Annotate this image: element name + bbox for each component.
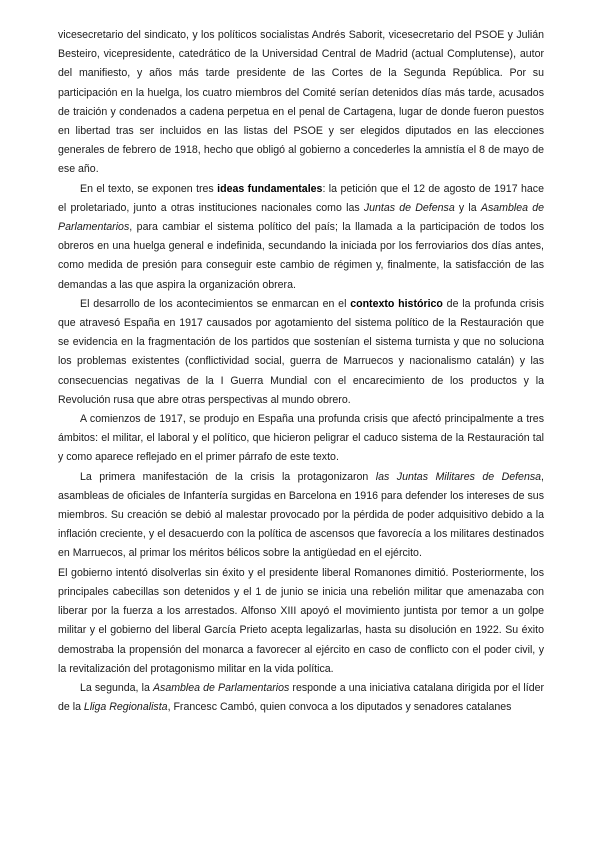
paragraph <box>58 26 544 180</box>
paragraph <box>58 468 544 564</box>
text-run: La primera manifestación de la crisis la protagonizaron <box>80 470 376 483</box>
italic-term: Asamblea de Parlamentarios <box>58 201 545 234</box>
text-run: A comienzos de 1917, se produjo en España una profunda crisis que afectó principalmente a tres ámbitos: el militar, el laboral y el político, que hicieron peligrar el caduco sistema de la Restauración tal y como aparece reflejado en el primer párrafo de este texto. <box>58 413 544 464</box>
document-page <box>58 26 544 717</box>
paragraph <box>58 295 544 410</box>
text-run: , Francesc Cambó, quien convoca a los diputados y senadores catalanes <box>167 701 512 714</box>
paragraph <box>58 180 544 295</box>
text-run: y la <box>454 201 481 214</box>
text-run: En el texto, se exponen tres <box>80 182 218 195</box>
text-run: vicesecretario del sindicato, y los políticos socialistas Andrés Saborit, vicesecretario del PSOE y Julián Besteiro, vicepresidente, catedrático de la Universidad Central de Madrid (actual Complutense), autor del manifiesto, y años más tarde presidente de las Cortes de la Segunda República. Por su participación en la huelga, los cuatro miembros del Comité serían detenidos días más tarde, acusados de traición y condenados a cadena perpetua en el penal de Cartagena, lugar de donde fueron puestos en libertad tras ser incluidos en las listas del PSOE y ser elegidos diputados en las elecciones generales de febrero de 1918, hecho que obligó al gobierno a concederles la amnistía el 8 de mayo de ese año. <box>58 29 544 176</box>
bold-term: contexto histórico <box>350 297 443 310</box>
text-run: de la profunda crisis que atravesó España en 1917 causados por agotamiento del sistema político de la Restauración que se evidencia en la fragmentación de los partidos que sostenían el sistema turnista y que no soluciona los problemas existentes (conflictividad social, guerra de Marruecos y nacionalismo catalán) y las consecuencias negativas de la I Guerra Mundial con el encarecimiento de los productos y la Revolución rusa que abre otras perspectivas al mundo obrero. <box>58 297 545 406</box>
text-run: responde a una iniciativa catalana dirigida por el líder de la <box>58 681 545 714</box>
bold-term: ideas fundamentales <box>217 182 323 195</box>
italic-term: Juntas de Defensa <box>363 201 455 214</box>
text-run: El desarrollo de los acontecimientos se enmarcan en el <box>80 297 351 310</box>
italic-term: Asamblea de Parlamentarios <box>152 681 290 694</box>
text-run: , para cambiar el sistema político del país; la llamada a la participación de todos los obreros en una huelga general e indefinida, secundando la iniciada por los ferroviarios dos días antes, como medida de presión para conseguir este cambio de régimen y, finalmente, la satisfacción de las demandas a las que aspira la organización obrera. <box>58 221 544 291</box>
paragraph <box>58 679 544 717</box>
text-run: El gobierno intentó disolverlas sin éxito y el presidente liberal Romanones dimitió. Posteriormente, los principales cabecillas son detenidos y el 1 de junio se inicia una rebelión militar que amenazaba con liberar por la fuerza a los arrestados. Alfonso XIII apoyó el movimiento juntista por temor a un golpe militar y el gobierno del liberal García Prieto acepta legalizarlas, hasta su disolución en 1922. Su éxito demostraba la propensión del monarca a favorecer al ejército en caso de conflicto con el poder civil, y la revitalización del protagonismo militar en la vida política. <box>58 566 544 675</box>
text-run: : la petición que el 12 de agosto de 1917 hace el proletariado, junto a otras instituciones nacionales como las <box>58 182 544 214</box>
paragraph <box>58 564 544 679</box>
text-run: , asambleas de oficiales de Infantería surgidas en Barcelona en 1916 para defender los intereses de sus miembros. Su creación se debió al malestar provocado por la pérdida de poder adquisitivo debido a la inflación creciente, y el desacuerdo con la política de ascensos que favorecía a los militares destinados en Marruecos, al primar los méritos bélicos sobre la antigüedad en el ejército. <box>58 470 544 560</box>
paragraph <box>58 410 544 468</box>
italic-term: las Juntas Militares de Defensa <box>375 470 542 483</box>
text-run: La segunda, la <box>80 681 153 694</box>
italic-term: Lliga Regionalista <box>83 701 168 714</box>
